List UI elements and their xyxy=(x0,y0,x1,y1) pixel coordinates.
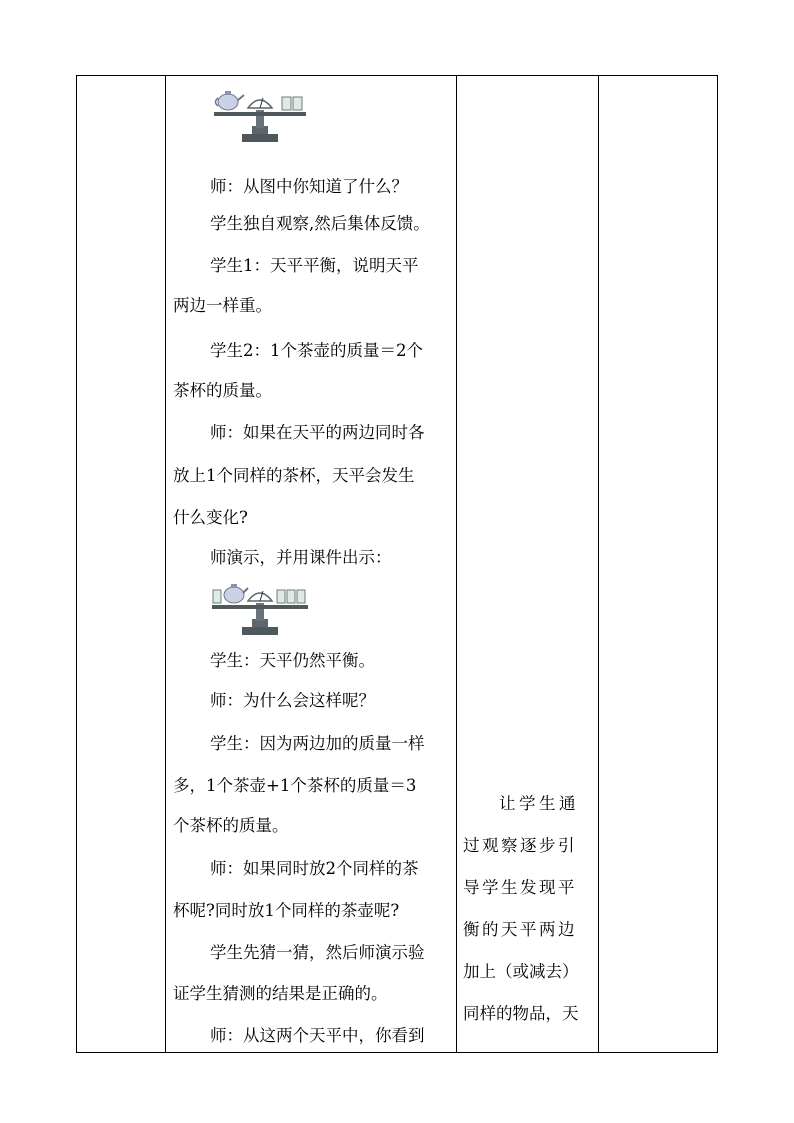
paragraph-student-guess-line1: 学生先猜一猜，然后师演示验 xyxy=(210,943,425,962)
intent-line-4: 衡的天平两边 xyxy=(463,920,577,939)
balance-scale-image-teapot-cup-three-cups xyxy=(210,579,310,637)
intent-line-3: 导学生发现平 xyxy=(463,878,577,897)
table-border-right xyxy=(717,76,718,1052)
intent-line-5: 加上（或减去） xyxy=(463,962,579,981)
paragraph-teacher-add-line3: 什么变化? xyxy=(173,508,248,527)
paragraph-student-still-balanced: 学生：天平仍然平衡。 xyxy=(210,651,375,670)
balance-scale-image-teapot-two-cups xyxy=(210,86,310,144)
paragraph-student-because-line2: 多，1个茶壶+1个茶杯的质量＝3 xyxy=(173,776,417,795)
paragraph-teacher-add-line1: 师：如果在天平的两边同时各 xyxy=(210,423,425,442)
paragraph-student-because-line1: 学生：因为两边加的质量一样 xyxy=(210,734,425,753)
paragraph-teacher-why: 师：为什么会这样呢？ xyxy=(210,691,375,710)
intent-line-1: 让学生通 xyxy=(499,794,579,813)
teaching-process-cell xyxy=(166,76,456,1052)
paragraph-teacher-two-cups-line2: 杯呢?同时放1个同样的茶壶呢? xyxy=(173,901,400,920)
paragraph-teacher-two-cups-line1: 师：如果同时放2个同样的茶 xyxy=(210,859,419,878)
design-intent-cell xyxy=(457,76,599,1052)
paragraph-student-observe: 学生独自观察,然后集体反馈。 xyxy=(210,214,430,233)
table-border-left xyxy=(76,76,77,1052)
lesson-table xyxy=(76,75,718,1053)
intent-line-2: 过观察逐步引 xyxy=(463,836,577,855)
paragraph-student-guess-line2: 证学生猜测的结果是正确的。 xyxy=(173,984,388,1003)
paragraph-student-because-line3: 个茶杯的质量。 xyxy=(173,816,289,835)
paragraph-teacher-demo: 师演示，并用课件出示： xyxy=(210,548,392,567)
paragraph-student1-line2: 两边一样重。 xyxy=(173,296,272,315)
paragraph-student2-line2: 茶杯的质量。 xyxy=(173,381,272,400)
paragraph-student1-line1: 学生1：天平平衡，说明天平 xyxy=(210,256,419,275)
paragraph-student2-line1: 学生2：1个茶壶的质量＝2个 xyxy=(210,341,423,360)
intent-line-6: 同样的物品，天 xyxy=(463,1004,579,1023)
paragraph-teacher-add-line2: 放上1个同样的茶杯，天平会发生 xyxy=(173,466,415,485)
paragraph-teacher-two-scales: 师：从这两个天平中，你看到 xyxy=(210,1026,425,1045)
paragraph-teacher-question: 师：从图中你知道了什么？ xyxy=(210,177,408,196)
